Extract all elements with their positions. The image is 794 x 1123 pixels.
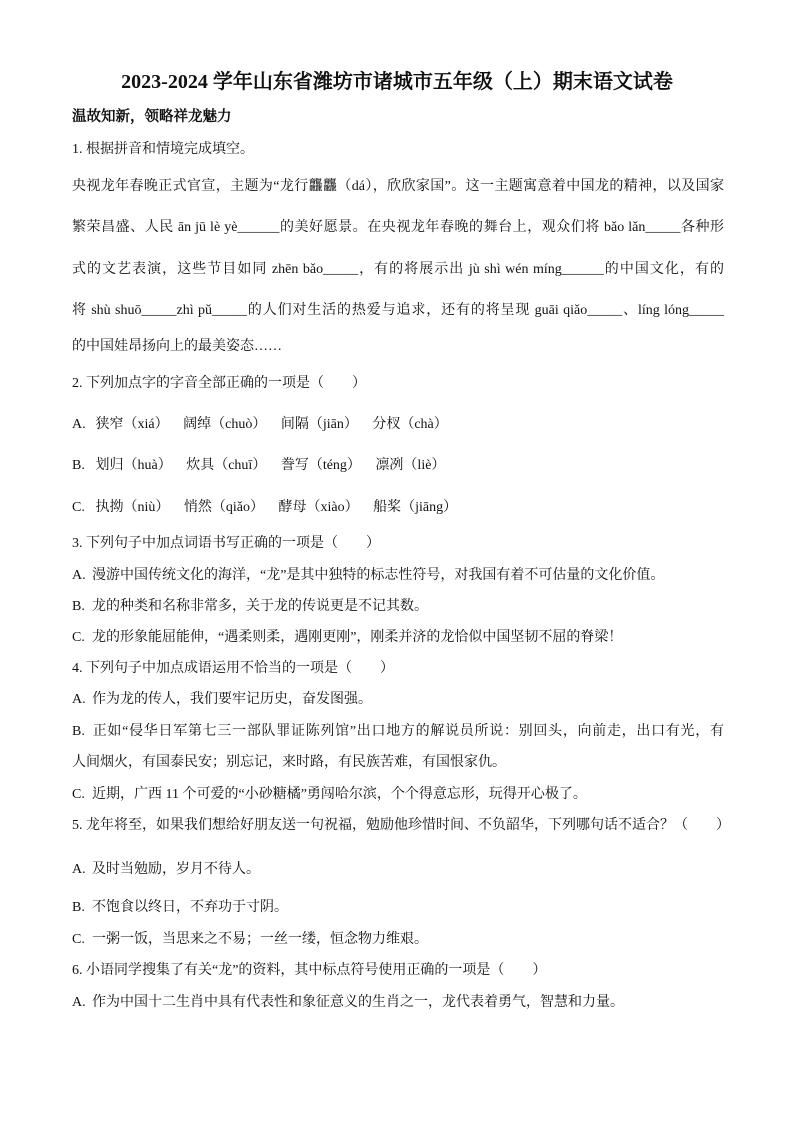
question-4-option-c bbox=[72, 785, 587, 805]
option-label: A. bbox=[72, 568, 86, 583]
option-item: 分杈（chà） bbox=[372, 417, 448, 432]
option-label: B. bbox=[72, 900, 85, 915]
question-2-option-c bbox=[72, 498, 468, 518]
option-label: B. bbox=[72, 458, 85, 473]
option-label: A. bbox=[72, 692, 86, 707]
option-text: 一粥一饭，当思来之不易；一丝一缕，恒念物力维艰。 bbox=[92, 932, 428, 947]
question-3-option-a bbox=[72, 566, 664, 586]
option-label: C. bbox=[72, 500, 85, 515]
option-text: 漫游中国传统文化的海洋，“龙”是其中独特的标志性符号，对我国有着不可估量的文化价值。 bbox=[92, 568, 665, 583]
question-3-stem: 3. 下列句子中加点词语书写正确的一项是（ ） bbox=[72, 536, 380, 551]
question-2-option-a bbox=[72, 415, 459, 435]
question-2-option-b bbox=[72, 456, 456, 476]
option-text: 不饱食以终日，不弃功于寸阴。 bbox=[92, 900, 288, 915]
question-5-stem: 5. 龙年将至，如果我们想给好朋友送一句祝福，勉励他珍惜时间、不负韶华，下列哪句话不适合？（ ） bbox=[72, 818, 730, 833]
option-label: C. bbox=[72, 787, 85, 802]
option-item: 炊具（chuī） bbox=[186, 458, 267, 473]
document-title: 2023-2024 学年山东省潍坊市诸城市五年级（上）期末语文试卷 bbox=[121, 71, 673, 93]
question-3-option-b bbox=[72, 597, 428, 617]
question-1-passage-line-3: 式的文艺表演，这些节目如同 zhēn bǎo_____，有的将展示出 jù shì wén míng______的中国文化，有的 bbox=[72, 262, 724, 277]
option-item: 执拗（niù） bbox=[95, 500, 170, 515]
option-text: 作为中国十二生肖中具有代表性和象征意义的生肖之一，龙代表着勇气，智慧和力量。 bbox=[92, 995, 624, 1010]
option-text: 作为龙的传人，我们要牢记历史，奋发图强。 bbox=[92, 692, 372, 707]
question-5-option-c bbox=[72, 930, 428, 950]
question-4-option-b-continued: 人间烟火，有国泰民安；别忘记，来时路，有民族苦难，有国恨家仇。 bbox=[72, 755, 506, 770]
option-text: 龙的种类和名称非常多，关于龙的传说更是不记其数。 bbox=[92, 599, 428, 614]
option-item: 狭窄（xiá） bbox=[95, 417, 169, 432]
question-2-stem: 2. 下列加点字的字音全部正确的一项是（ ） bbox=[72, 376, 366, 391]
question-4-stem: 4. 下列句子中加点成语运用不恰当的一项是（ ） bbox=[72, 661, 394, 676]
option-label: A. bbox=[72, 417, 86, 432]
question-5-option-b bbox=[72, 898, 288, 918]
question-4-option-b bbox=[72, 722, 724, 742]
option-text: 及时当勉励，岁月不待人。 bbox=[92, 862, 260, 877]
question-3-option-c bbox=[72, 628, 622, 648]
option-label: C. bbox=[72, 630, 85, 645]
question-1-passage-line-4: 将 shù shuō_____zhì pǔ_____的人们对生活的热爱与追求，还有的将呈现 guāi qiǎo_____、líng lóng_____ bbox=[72, 303, 724, 318]
question-6-stem: 6. 小语同学搜集了有关“龙”的资料，其中标点符号使用正确的一项是（ ） bbox=[72, 963, 547, 978]
option-item: 间隔（jiān） bbox=[280, 417, 358, 432]
option-item: 誊写（téng） bbox=[280, 458, 361, 473]
option-item: 悄然（qiǎo） bbox=[183, 500, 264, 515]
option-text: 正如“侵华日军第七三一部队罪证陈列馆”出口地方的解说员所说：别回头，向前走，出口有光，有 bbox=[92, 724, 724, 739]
section-heading: 温故知新，领略祥龙魅力 bbox=[72, 109, 232, 125]
question-4-option-a bbox=[72, 690, 372, 710]
option-item: 船桨（jiāng） bbox=[373, 500, 458, 515]
option-text: 近期，广西 11 个可爱的“小砂糖橘”勇闯哈尔滨，个个得意忘形，玩得开心极了。 bbox=[92, 787, 587, 802]
option-item: 酵母（xiào） bbox=[278, 500, 359, 515]
option-text: 龙的形象能屈能伸，“遇柔则柔，遇刚更刚”，刚柔并济的龙恰似中国坚韧不屈的脊梁！ bbox=[92, 630, 623, 645]
option-item: 划归（huà） bbox=[95, 458, 172, 473]
question-1-stem: 1. 根据拼音和情境完成填空。 bbox=[72, 142, 254, 157]
option-label: B. bbox=[72, 599, 85, 614]
option-label: B. bbox=[72, 724, 85, 739]
question-5-option-a bbox=[72, 860, 260, 880]
question-6-option-a bbox=[72, 993, 624, 1013]
option-item: 凛冽（liè） bbox=[375, 458, 446, 473]
question-1-passage-line-5: 的中国娃昂扬向上的最美姿态…… bbox=[72, 339, 282, 354]
option-item: 阔绰（chuò） bbox=[183, 417, 267, 432]
question-1-passage-line-1: 央视龙年春晚正式官宣，主题为“龙行龘龘（dá），欣欣家国”。这一主题寓意着中国龙的精神，以及国家 bbox=[72, 179, 724, 194]
question-1-passage-line-2: 繁荣昌盛、人民 ān jū lè yè______的美好愿景。在央视龙年春晚的舞台上，观众们将 bǎo lǎn_____各种形 bbox=[72, 220, 724, 235]
option-label: A. bbox=[72, 862, 86, 877]
option-label: A. bbox=[72, 995, 86, 1010]
option-label: C. bbox=[72, 932, 85, 947]
